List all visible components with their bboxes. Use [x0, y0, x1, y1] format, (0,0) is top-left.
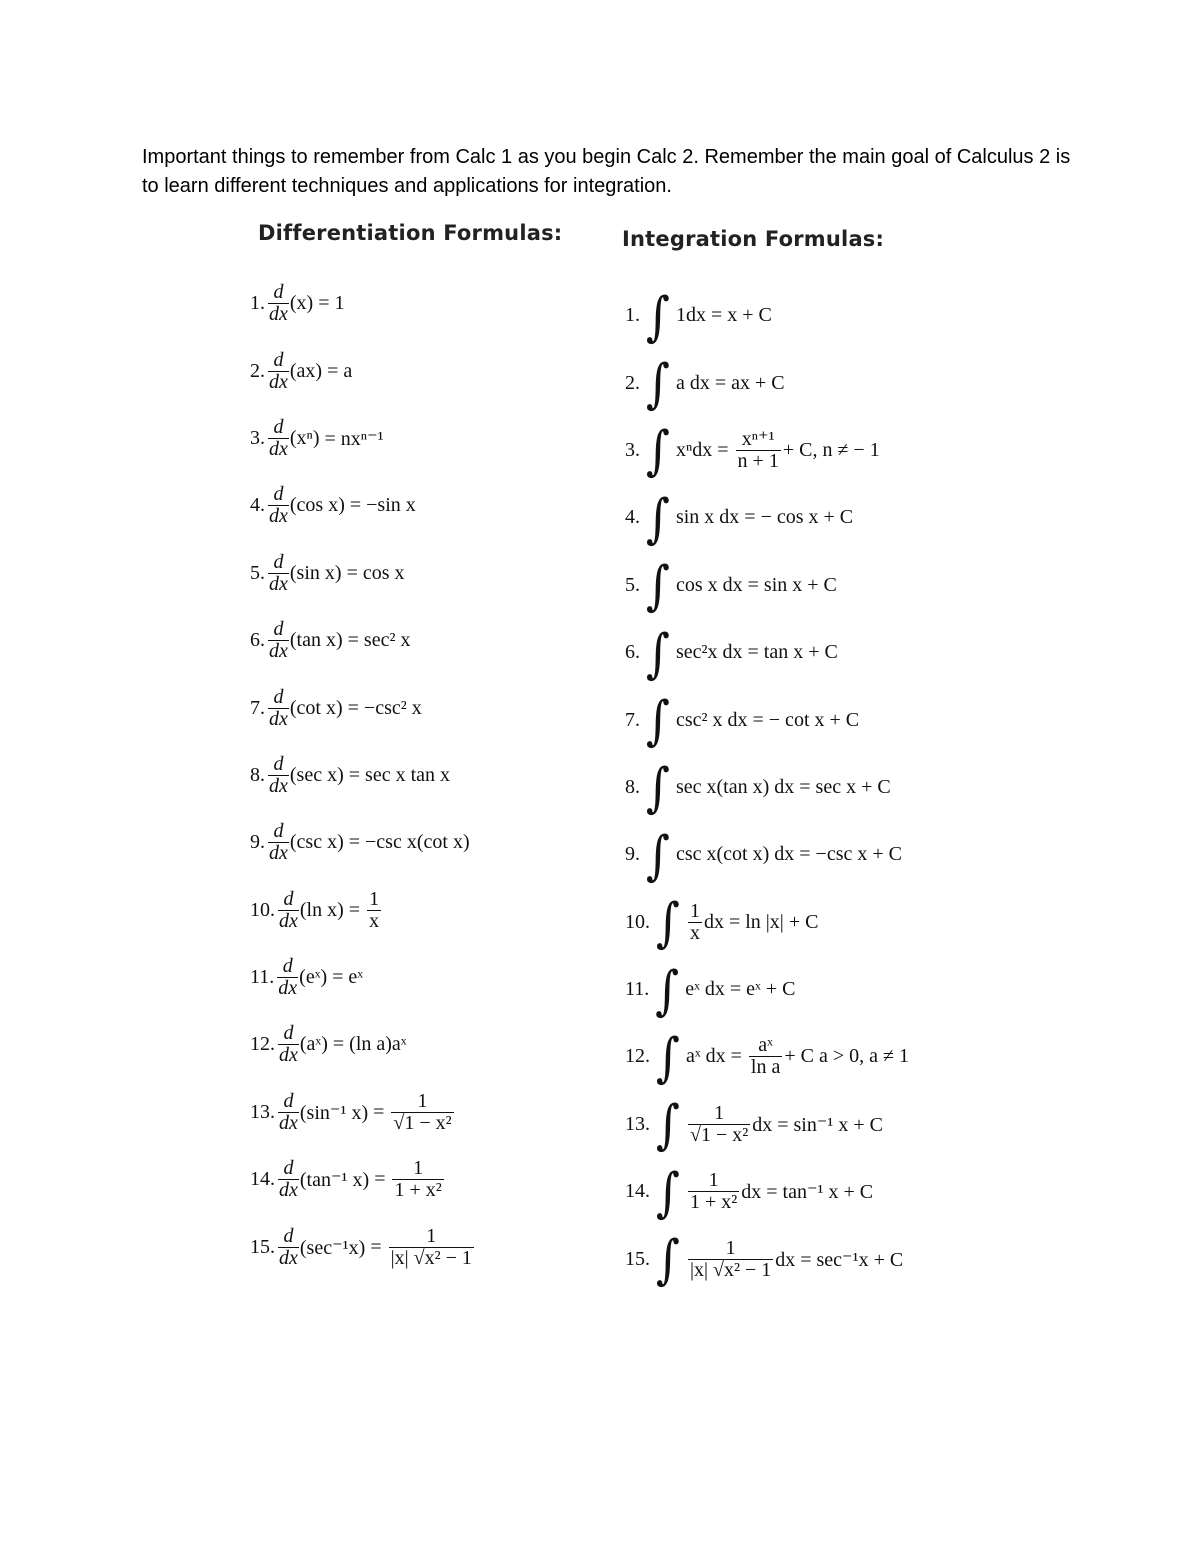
derivative-result: = (ln a)aˣ	[327, 1033, 407, 1056]
derivative-d: d	[273, 550, 284, 573]
fraction-numerator: 1	[426, 1224, 437, 1247]
derivative-d: d	[283, 1224, 294, 1247]
fraction	[688, 1103, 750, 1146]
derivative-dx: dx	[269, 505, 288, 528]
derivative-argument: (sin x)	[289, 561, 342, 584]
derivative-d: d	[283, 887, 294, 910]
integral-expression-suffix: + C, n ≠ − 1	[782, 438, 880, 461]
differentiation-formula	[250, 1213, 590, 1280]
integration-formula	[625, 484, 1045, 551]
derivative-dx: dx	[279, 1179, 298, 1202]
fraction-numerator: 1	[708, 1169, 719, 1192]
integration-formula	[625, 889, 1045, 956]
derivative-result: = −csc² x	[342, 696, 422, 719]
fraction-denominator: x	[369, 909, 380, 932]
formula-number: 4.	[250, 494, 265, 517]
derivative-result-prefix: =	[368, 1100, 390, 1123]
derivative-operator	[268, 417, 289, 460]
fraction-denominator: |x| √x² − 1	[390, 1246, 472, 1269]
derivative-operator	[277, 956, 298, 999]
derivative-d: d	[273, 415, 284, 438]
derivative-result: = nxⁿ⁻¹	[319, 427, 384, 450]
fraction	[392, 1158, 443, 1201]
fraction-denominator: √1 − x²	[689, 1123, 749, 1146]
derivative-result: = sec² x	[342, 629, 411, 652]
differentiation-formula	[250, 742, 590, 809]
derivative-operator	[268, 282, 289, 325]
derivative-operator	[268, 484, 289, 527]
integral-sign-icon: ∫	[655, 958, 680, 1021]
formula-number: 5.	[250, 561, 265, 584]
integral-sign-icon: ∫	[656, 1228, 680, 1291]
integration-formula	[625, 417, 1045, 484]
fraction	[688, 901, 702, 944]
integral-sign-icon: ∫	[656, 1093, 680, 1156]
differentiation-list	[250, 270, 590, 1281]
derivative-argument: (ax)	[289, 359, 323, 382]
derivative-d: d	[273, 281, 284, 304]
differentiation-formula	[250, 1146, 590, 1213]
formula-number: 15.	[250, 1235, 275, 1258]
derivative-dx: dx	[269, 370, 288, 393]
integral-expression: sec²x dx = tan x + C	[675, 641, 838, 664]
formula-number: 13.	[250, 1100, 275, 1123]
formula-number: 1.	[250, 292, 265, 315]
derivative-operator	[268, 350, 289, 393]
differentiation-formula	[250, 944, 590, 1011]
derivative-dx: dx	[279, 1246, 298, 1269]
derivative-dx: dx	[269, 572, 288, 595]
derivative-d: d	[273, 483, 284, 506]
derivative-dx: dx	[269, 842, 288, 865]
integration-list	[625, 282, 1045, 1293]
derivative-argument: (tan x)	[289, 629, 343, 652]
differentiation-formula	[250, 1011, 590, 1078]
derivative-dx: dx	[269, 303, 288, 326]
integral-expression: a dx = ax + C	[675, 371, 785, 394]
formula-number: 13.	[625, 1112, 650, 1135]
derivative-result: = a	[322, 359, 353, 382]
derivative-dx: dx	[279, 1111, 298, 1134]
derivative-result-prefix: =	[343, 898, 366, 921]
integral-expression-suffix: dx = ln |x| + C	[703, 910, 819, 933]
fraction	[389, 1226, 474, 1269]
derivative-operator	[278, 1158, 299, 1201]
integral-expression: 1dx = x + C	[675, 304, 772, 327]
integral-expression-suffix: + C a > 0, a ≠ 1	[784, 1045, 909, 1068]
differentiation-formula	[250, 809, 590, 876]
integration-formula	[625, 1023, 1045, 1090]
integration-heading: Integration Formulas:	[622, 227, 885, 251]
integral-sign-icon: ∫	[646, 554, 670, 617]
formula-number: 2.	[250, 359, 265, 382]
fraction-numerator: 1	[417, 1089, 428, 1112]
formula-number: 11.	[625, 978, 650, 1001]
fraction-denominator: 1 + x²	[689, 1191, 738, 1214]
intro-paragraph: Important things to remember from Calc 1 as you begin Calc 2. Remember the main goal of Calculus 2 is to learn different techniques and applications for integration.	[142, 146, 1071, 197]
differentiation-formula	[250, 1079, 590, 1146]
derivative-d: d	[283, 1157, 294, 1180]
derivative-argument: (csc x)	[289, 831, 344, 854]
derivative-argument: (cos x)	[289, 494, 345, 517]
differentiation-formula	[250, 674, 590, 741]
formula-number: 9.	[625, 843, 640, 866]
derivative-argument: (sec⁻¹x)	[299, 1236, 366, 1259]
integration-formula	[625, 619, 1045, 686]
derivative-operator	[278, 889, 299, 932]
fraction	[391, 1091, 453, 1134]
differentiation-formula	[250, 405, 590, 472]
derivative-result: = 1	[313, 292, 345, 315]
differentiation-formula	[250, 337, 590, 404]
derivative-argument: (x)	[289, 292, 314, 315]
integral-expression-suffix: dx = sin⁻¹ x + C	[752, 1113, 884, 1136]
integral-sign-icon: ∫	[646, 756, 670, 819]
differentiation-formula	[250, 270, 590, 337]
integration-formula	[625, 754, 1045, 821]
integral-expression-suffix: dx = tan⁻¹ x + C	[741, 1181, 874, 1204]
derivative-operator	[278, 1226, 299, 1269]
derivative-dx: dx	[278, 977, 298, 1000]
fraction-denominator: 1 + x²	[394, 1179, 442, 1202]
formula-number: 3.	[625, 438, 640, 461]
derivative-dx: dx	[279, 1044, 298, 1067]
derivative-operator	[278, 1023, 299, 1066]
integral-expression: sin x dx = − cos x + C	[675, 506, 854, 529]
integral-sign-icon: ∫	[656, 1025, 680, 1089]
formula-number: 14.	[625, 1180, 650, 1203]
differentiation-formula	[250, 877, 590, 944]
formula-number: 4.	[625, 506, 640, 529]
integration-formula	[625, 821, 1045, 888]
fraction-denominator: n + 1	[737, 449, 779, 472]
integral-expression-prefix: aˣ dx =	[685, 1045, 747, 1068]
integral-expression-prefix: xⁿdx =	[675, 438, 734, 461]
integration-formula	[625, 349, 1045, 416]
integral-expression: csc x(cot x) dx = −csc x + C	[675, 843, 902, 866]
integration-formula	[625, 1091, 1045, 1158]
differentiation-formula	[250, 540, 590, 607]
integral-sign-icon: ∫	[646, 419, 670, 482]
fraction	[367, 889, 381, 932]
derivative-operator	[268, 821, 289, 864]
fraction-numerator: 1	[714, 1101, 725, 1124]
derivative-d: d	[273, 685, 284, 708]
derivative-argument: (eˣ)	[299, 966, 328, 989]
integration-formula	[625, 552, 1045, 619]
integral-expression-suffix: dx = sec⁻¹x + C	[775, 1248, 904, 1271]
derivative-operator	[278, 1091, 299, 1134]
integral-sign-icon: ∫	[656, 891, 680, 954]
formula-number: 10.	[250, 898, 275, 921]
formula-number: 7.	[625, 708, 640, 731]
integration-formula	[625, 282, 1045, 349]
derivative-argument: (sin⁻¹ x)	[299, 1101, 369, 1124]
integral-sign-icon: ∫	[646, 486, 670, 549]
differentiation-formula	[250, 472, 590, 539]
formula-number: 6.	[625, 641, 640, 664]
integration-formula	[625, 956, 1045, 1023]
derivative-dx: dx	[269, 640, 288, 663]
derivative-result: = −csc x(cot x)	[343, 831, 470, 854]
integral-expression: cos x dx = sin x + C	[675, 573, 837, 596]
fraction-numerator: 1	[725, 1236, 736, 1259]
integral-sign-icon: ∫	[646, 352, 670, 415]
derivative-argument: (aˣ)	[299, 1033, 328, 1056]
integral-expression: sec x(tan x) dx = sec x + C	[675, 775, 891, 798]
derivative-d: d	[273, 348, 284, 371]
integral-sign-icon: ∫	[646, 688, 670, 752]
fraction	[688, 1170, 739, 1213]
derivative-d: d	[273, 820, 284, 843]
fraction	[688, 1238, 773, 1281]
formula-number: 12.	[250, 1033, 275, 1056]
derivative-result: = cos x	[341, 561, 405, 584]
fraction-denominator: √1 − x²	[393, 1111, 452, 1134]
derivative-dx: dx	[269, 774, 288, 797]
integral-expression: eˣ dx = eˣ + C	[685, 978, 796, 1001]
formula-number: 8.	[625, 775, 640, 798]
derivative-argument: (cot x)	[289, 696, 343, 719]
formula-number: 1.	[625, 304, 640, 327]
formula-number: 12.	[625, 1045, 650, 1068]
fraction-denominator: x	[689, 921, 700, 944]
derivative-operator	[268, 754, 289, 797]
formula-number: 3.	[250, 426, 265, 449]
derivative-argument: (xⁿ)	[289, 426, 320, 449]
formula-number: 8.	[250, 763, 265, 786]
integration-formula	[625, 1158, 1045, 1225]
derivative-dx: dx	[269, 437, 288, 460]
fraction-numerator: aˣ	[758, 1034, 773, 1057]
formula-number: 2.	[625, 371, 640, 394]
derivative-dx: dx	[279, 909, 298, 932]
fraction-numerator: 1	[369, 887, 380, 910]
fraction	[749, 1035, 782, 1078]
derivative-dx: dx	[269, 707, 288, 730]
derivative-result: = sec x tan x	[343, 763, 450, 786]
integral-sign-icon: ∫	[646, 284, 670, 347]
derivative-result-prefix: =	[365, 1235, 387, 1258]
derivative-d: d	[283, 1022, 294, 1045]
derivative-argument: (sec x)	[289, 763, 344, 786]
derivative-result: = −sin x	[344, 494, 416, 517]
formula-number: 11.	[250, 966, 275, 989]
fraction-numerator: 1	[689, 899, 700, 922]
integration-formula	[625, 686, 1045, 753]
formula-number: 15.	[625, 1247, 650, 1270]
fraction	[736, 429, 781, 472]
derivative-d: d	[273, 752, 284, 775]
differentiation-formula	[250, 607, 590, 674]
formula-number: 10.	[625, 910, 650, 933]
fraction-denominator: |x| √x² − 1	[689, 1258, 772, 1281]
derivative-d: d	[283, 1089, 294, 1112]
formula-number: 9.	[250, 831, 265, 854]
integration-formula	[625, 1225, 1045, 1292]
derivative-result-prefix: =	[369, 1168, 391, 1191]
derivative-operator	[268, 552, 289, 595]
integral-expression: csc² x dx = − cot x + C	[675, 708, 860, 731]
derivative-operator	[268, 687, 289, 730]
formula-number: 14.	[250, 1168, 275, 1191]
derivative-result: = eˣ	[327, 966, 364, 989]
derivative-argument: (ln x)	[299, 898, 344, 921]
derivative-operator	[268, 619, 289, 662]
formula-number: 5.	[625, 573, 640, 596]
derivative-d: d	[282, 955, 293, 978]
fraction-numerator: 1	[413, 1157, 424, 1180]
integral-sign-icon: ∫	[646, 823, 670, 886]
integral-sign-icon: ∫	[646, 621, 670, 684]
formula-number: 6.	[250, 629, 265, 652]
integral-sign-icon: ∫	[656, 1160, 680, 1223]
differentiation-heading: Differentiation Formulas:	[258, 221, 563, 245]
fraction-numerator: xⁿ⁺¹	[741, 427, 775, 450]
formula-number: 7.	[250, 696, 265, 719]
derivative-d: d	[273, 618, 284, 641]
fraction-denominator: ln a	[750, 1056, 781, 1079]
derivative-argument: (tan⁻¹ x)	[299, 1169, 370, 1192]
